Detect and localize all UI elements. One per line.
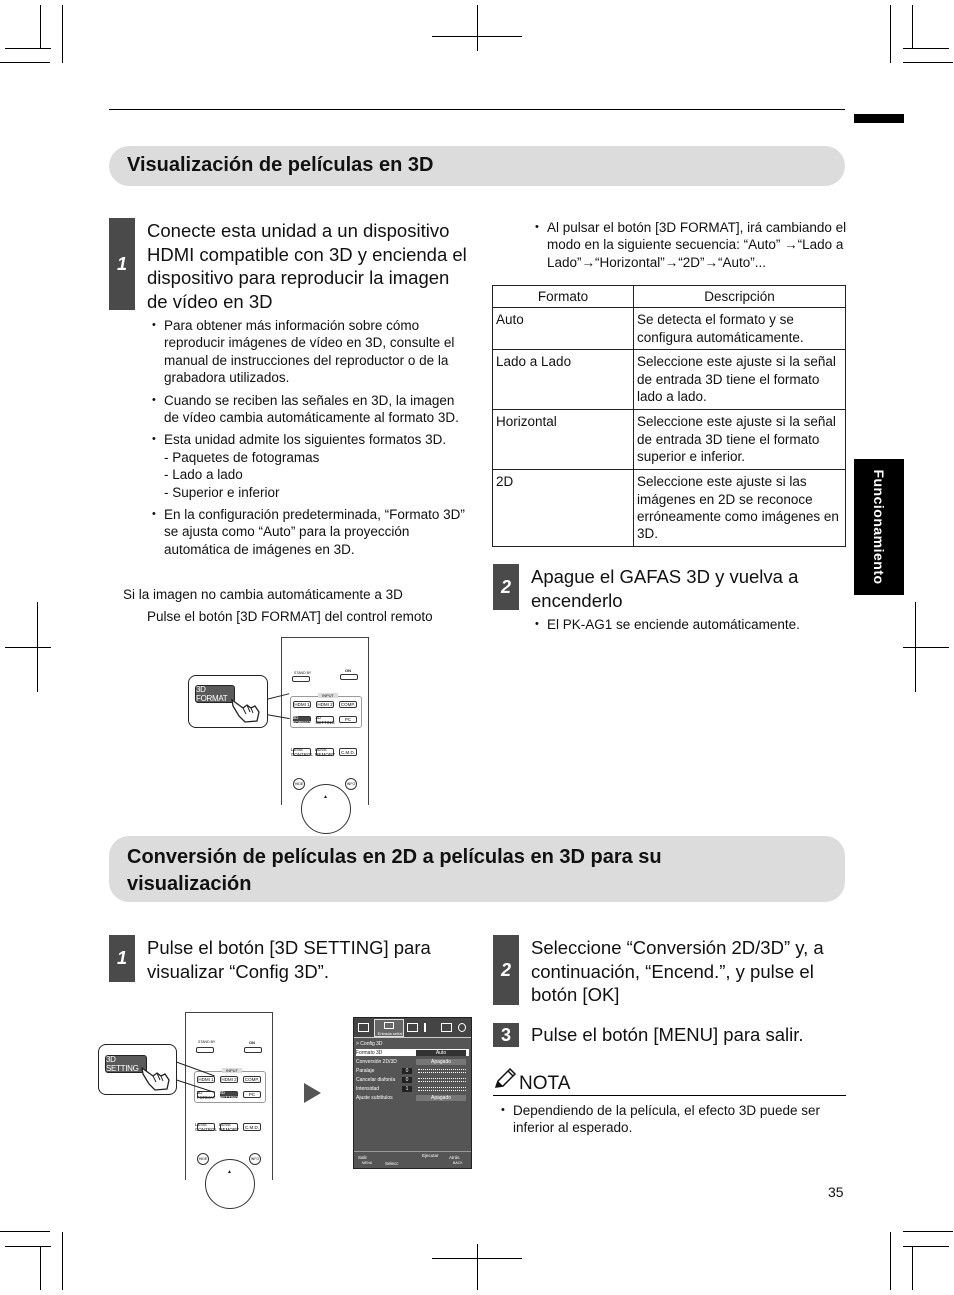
dpad-ring (205, 1159, 255, 1209)
3d-setting-callout (98, 1044, 177, 1095)
step-number: 1 (109, 218, 135, 310)
osd-row-ajuste-subtitulos[interactable] (356, 1094, 469, 1101)
osd-config-3d-screen (353, 1017, 472, 1169)
crop-mark (903, 1231, 953, 1232)
stand-by-button[interactable] (196, 1047, 214, 1053)
picture-tab-icon[interactable] (358, 1023, 369, 1032)
table-cell: Se detecta el formato y se configura automáticamente. (634, 308, 846, 350)
osd-row-label: Intensidad (356, 1085, 380, 1092)
cmd-button[interactable]: C.M.D. (245, 1124, 259, 1130)
bullet-item: • Dependiendo de la película, el efecto 3D puede ser inferior al esperado. (513, 1102, 845, 1137)
column-header: Descripción (634, 286, 846, 308)
osd-breadcrumb: > Config 3D (356, 1041, 383, 1047)
on-button[interactable] (244, 1047, 262, 1053)
on-label: ON (345, 668, 351, 673)
nota-title: NOTA (519, 1073, 571, 1094)
table-cell: Seleccione este ajuste si la señal de entrada 3D tiene el formato lado a lado. (634, 350, 846, 410)
section-banner-3d (109, 146, 845, 186)
stand-by-button[interactable] (292, 676, 310, 682)
format-item: - Superior e inferior (164, 484, 280, 500)
osd-row-label: Formato 3D (356, 1049, 383, 1056)
step-number: 2 (493, 564, 519, 610)
pc-button[interactable]: PC (243, 1091, 261, 1098)
format-item: - Paquetes de fotogramas (164, 449, 320, 465)
format-sequence-bullets (547, 219, 847, 276)
crop-mark (890, 1232, 891, 1290)
crop-mark (903, 1246, 949, 1247)
step-title: Apague el GAFAS 3D y vuelva a encenderlo (531, 566, 799, 611)
chapter-side-tab-label: Funcionamiento (871, 469, 887, 585)
installation-tab-icon[interactable] (407, 1023, 418, 1032)
comp-button[interactable]: COMP. (244, 1077, 260, 1082)
osd-row-label: Ajuste subtítulos (356, 1094, 393, 1101)
hide-button[interactable]: HIDE (197, 1153, 209, 1165)
note-heading: Si la imagen no cambia automáticamente a 3D (123, 587, 403, 602)
step1-bullets (164, 317, 466, 563)
note-text: Pulse el botón [3D FORMAT] del control remoto (147, 609, 433, 624)
crop-mark (477, 5, 478, 51)
hdmi2-button[interactable]: HDMI 2 (317, 702, 333, 707)
signal-input-icon (384, 1022, 394, 1029)
pencil-icon (493, 1068, 517, 1090)
table-cell: Lado a Lado (493, 350, 634, 410)
bullet-item: • Al pulsar el botón [3D FORMAT], irá cambiando el modo en la siguiente secuencia: “Auto” →“Lado a Lado”→“Horizontal”→“2D”→“Auto”... (547, 219, 847, 271)
hdmi1-button[interactable]: HDMI 1 (198, 1077, 214, 1082)
function-tab-icon[interactable] (441, 1023, 452, 1032)
table-cell: 2D (493, 470, 634, 547)
bullet-item: • En la configuración predeterminada, “Formato 3D” se ajusta como “Auto” para la proyección automática de imágenes en 3D. (164, 506, 466, 558)
table-row (493, 308, 846, 350)
step-title: Conecte esta unidad a un dispositivo HDMI compatible con 3D y encienda el dispositivo para reproducir la imagen de vídeo en 3D (147, 220, 467, 312)
step-title: Pulse el botón [MENU] para salir. (531, 1024, 804, 1045)
crop-mark (903, 62, 953, 63)
lens-memory-button[interactable]: LENS MEMORY (218, 1122, 240, 1132)
osd-row-formato-3d[interactable] (356, 1049, 469, 1056)
3d-format-callout-label: 3D FORMAT (195, 685, 235, 703)
pointing-hand-icon (229, 694, 263, 724)
input-label: INPUT (318, 693, 338, 698)
osd-select-label: Selecc (385, 1161, 399, 1166)
pc-button[interactable]: PC (339, 716, 357, 723)
osd-row-conversion-2d3d[interactable] (356, 1058, 469, 1065)
stand-by-label: STAND BY (294, 671, 312, 675)
play-arrow-icon (304, 1083, 322, 1103)
osd-execute-label: Ejecutar (422, 1153, 439, 1158)
on-label: ON (249, 1040, 255, 1045)
step-number: 2 (493, 935, 519, 1005)
hide-button[interactable]: HIDE (293, 778, 305, 790)
crop-mark (903, 48, 949, 49)
format-item: - Lado a lado (164, 467, 243, 483)
table-row (493, 410, 846, 470)
osd-menu-key: MENU (362, 1161, 373, 1165)
osd-row-value: 0 (402, 1077, 412, 1083)
3d-format-button[interactable]: 3D FORMAT (292, 714, 312, 725)
section-banner-2d-3d (109, 836, 845, 902)
osd-back-label: Atrás (449, 1155, 460, 1160)
3d-format-callout (188, 675, 268, 728)
crop-mark (40, 1247, 41, 1290)
format-table (492, 285, 846, 547)
table-cell: Seleccione este ajuste si las imágenes en 2D se reconoce erróneamente como imágenes en 3D. (634, 470, 846, 547)
hdmi1-button[interactable]: HDMI 1 (294, 702, 310, 707)
nota-rule (493, 1095, 846, 1096)
header-black-bar (854, 114, 904, 123)
osd-row-value: Auto (416, 1050, 466, 1056)
3d-setting-callout-label: 3D SETTING (105, 1055, 147, 1073)
crop-mark (890, 5, 891, 63)
osd-row-paralaje[interactable] (356, 1067, 469, 1074)
nota-bullets (513, 1102, 845, 1142)
input-label: INPUT (222, 1068, 242, 1073)
section-title: Conversión de películas en 2D a películas en 3D para su visualización (127, 846, 662, 895)
table-cell: Auto (493, 308, 634, 350)
crop-mark (62, 1232, 63, 1290)
dpad-ring (301, 784, 351, 834)
osd-row-value: 0 (402, 1068, 412, 1074)
cmd-button[interactable]: C.M.D. (341, 749, 355, 755)
crop-mark (432, 36, 522, 37)
osd-exit-label: Salir (358, 1155, 368, 1160)
table-row (493, 470, 846, 547)
up-arrow-icon: ▲ (323, 794, 328, 800)
crop-mark (432, 1258, 522, 1259)
signal-input-tab[interactable] (374, 1019, 404, 1037)
osd-row-cancelar-diafonia[interactable] (356, 1076, 469, 1083)
step-title: Pulse el botón [3D SETTING] para visualizar “Config 3D”. (147, 937, 431, 982)
osd-row-value: 1 (402, 1086, 412, 1092)
lens-control-button[interactable]: LENS CONTROL (291, 747, 314, 757)
osd-row-label: Conversión 2D/3D (356, 1058, 397, 1065)
lens-control-button[interactable]: LENS CONTROL (195, 1122, 218, 1132)
page-number: 35 (828, 1184, 844, 1200)
crop-mark (5, 48, 51, 49)
crop-mark (903, 647, 949, 648)
remote-control-illustration (185, 1012, 273, 1180)
crop-mark (0, 1231, 50, 1232)
header-rule (109, 109, 845, 110)
info-button[interactable]: INFO (249, 1153, 261, 1165)
stand-by-label: STAND BY (198, 1040, 216, 1044)
osd-slider[interactable] (418, 1087, 466, 1091)
osd-slider[interactable] (418, 1078, 466, 1082)
osd-row-label: Cancelar diafonía (356, 1076, 396, 1083)
step-number: 1 (109, 935, 135, 982)
3d-format-button[interactable]: 3D FORMAT (196, 1089, 216, 1100)
crop-mark (5, 1246, 51, 1247)
lens-memory-button[interactable]: LENS MEMORY (314, 747, 336, 757)
display-tab-icon[interactable] (424, 1023, 430, 1032)
table-cell: Horizontal (493, 410, 634, 470)
osd-slider[interactable] (418, 1069, 466, 1073)
osd-footer (354, 1151, 471, 1168)
step2-bullets (547, 616, 847, 638)
bullet-item (164, 431, 466, 501)
osd-row-value: Apagado (416, 1059, 466, 1065)
on-button[interactable] (340, 674, 358, 680)
crop-mark (62, 5, 63, 63)
osd-back-key: BACK (453, 1161, 463, 1165)
pointing-hand-icon (139, 1062, 173, 1092)
hdmi2-button[interactable]: HDMI 2 (221, 1077, 237, 1082)
info-tab-icon[interactable] (458, 1023, 466, 1032)
comp-button[interactable]: COMP. (340, 702, 356, 707)
remote-control-illustration (281, 637, 369, 805)
crop-mark (0, 62, 50, 63)
osd-row-intensidad[interactable] (356, 1085, 469, 1092)
crop-mark (912, 5, 913, 48)
crop-mark (5, 647, 51, 648)
chapter-side-tab (854, 459, 904, 595)
table-row (493, 350, 846, 410)
info-button[interactable]: INFO (345, 778, 357, 790)
table-header-row (493, 286, 846, 308)
bullet-item: • Para obtener más información sobre cómo reproducir imágenes de vídeo en 3D, consulte el manual de instrucciones del reproductor o de la grabadora utilizados. (164, 317, 466, 387)
crop-mark (40, 5, 41, 48)
formats-intro: • Esta unidad admite los siguientes formatos 3D. (164, 432, 447, 448)
signal-input-tab-label: Entrada señal (377, 1031, 403, 1036)
bullet-item: • Cuando se reciben las señales en 3D, la imagen de vídeo cambia automáticamente al formato 3D. (164, 392, 466, 427)
osd-row-value: Apagado (416, 1095, 466, 1101)
section-title: Visualización de películas en 3D (127, 154, 434, 176)
column-header: Formato (493, 286, 634, 308)
up-arrow-icon: ▲ (227, 1169, 232, 1175)
3d-setting-button[interactable]: 3D SETTING (315, 714, 335, 725)
crop-mark (477, 1244, 478, 1290)
osd-row-label: Paralaje (356, 1067, 375, 1074)
step-number: 3 (493, 1023, 519, 1047)
3d-setting-button[interactable]: 3D SETTING (219, 1089, 239, 1100)
bullet-item: • El PK-AG1 se enciende automáticamente. (547, 616, 847, 633)
step-title: Seleccione “Conversión 2D/3D” y, a continuación, “Encend.”, y pulse el botón [OK] (531, 937, 824, 1005)
crop-mark (912, 1247, 913, 1290)
table-cell: Seleccione este ajuste si la señal de entrada 3D tiene el formato superior e inferior. (634, 410, 846, 470)
